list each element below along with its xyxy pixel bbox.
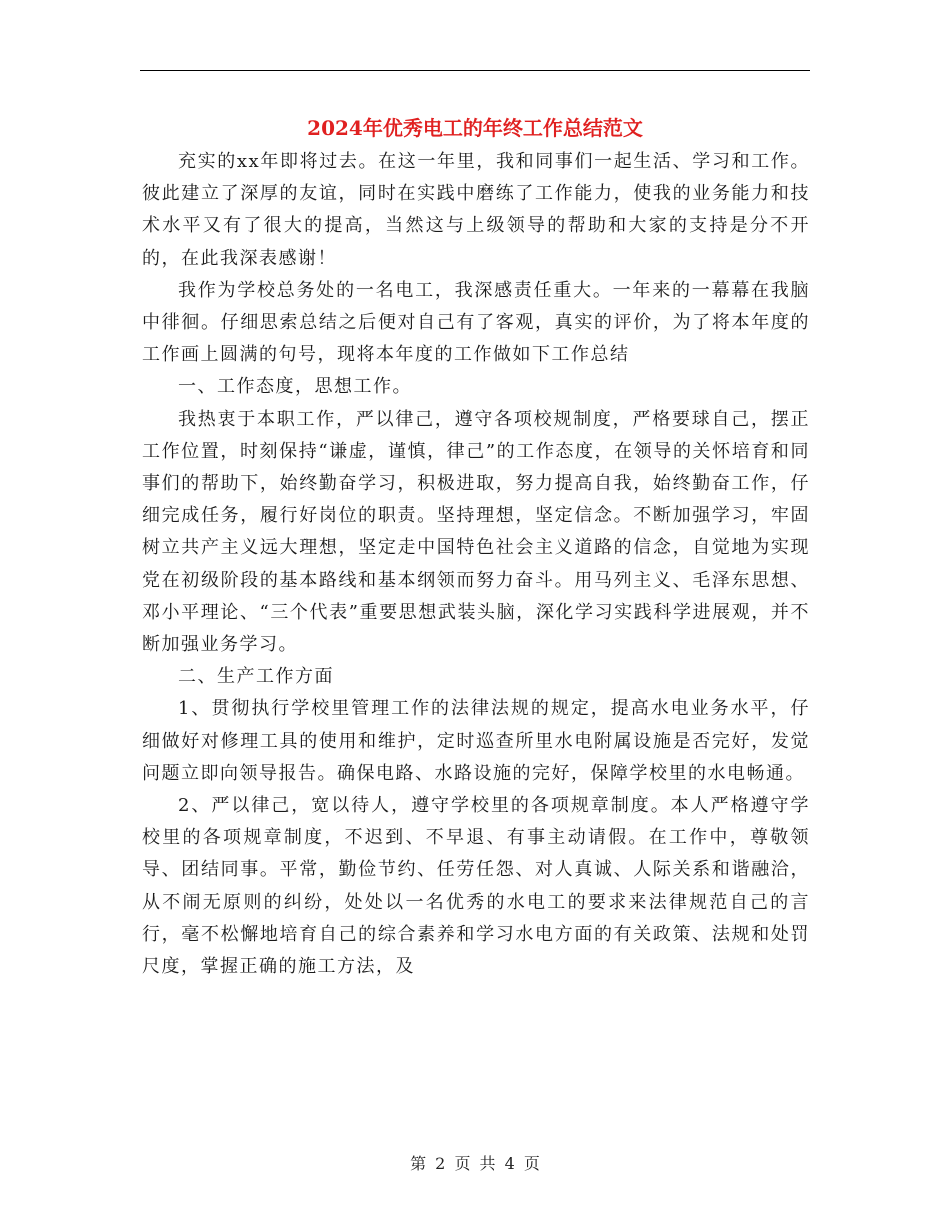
page-number: 第 2 页 共 4 页 [410,1154,540,1173]
section-heading-production: 二、生产工作方面 [178,666,334,688]
paragraph-role: 我作为学校总务处的一名电工，我深感责任重大。一年来的一幕幕在我脑中徘徊。仔细思索总结之后便对自己有了客观，真实的评价，为了将本年度的工作画上圆满的句号，现将本年度的工作做如下工作总结 [142,279,810,366]
section-heading-attitude: 一、工作态度，思想工作。 [178,376,412,398]
paragraph-intro: 充实的xx年即将过去。在这一年里，我和同事们一起生活、学习和工作。彼此建立了深厚的友谊，同时在实践中磨练了工作能力，使我的业务能力和技术水平又有了很大的提高，当然这与上级领导的帮助和大家的支持是分不开的，在此我深表感谢！ [142,151,810,269]
paragraph-attitude: 我热衷于本职工作，严以律己，遵守各项校规制度，严格要球自己，摆正工作位置，时刻保持“谦虚，谨慎，律己”的工作态度，在领导的关怀培育和同事们的帮助下，始终勤奋学习，积极进取，努力提高自我，始终勤奋工作，仔细完成任务，履行好岗位的职责。坚持理想，坚定信念。不断加强学习，牢固树立共产主义远大理想，坚定走中国特色社会主义道路的信念，自觉地为实现党在初级阶段的基本路线和基本纲领而努力奋斗。用马列主义、毛泽东思想、邓小平理论、“三个代表”重要思想武装头脑，深化学习实践科学进展观，并不断加强业务学习。 [142,408,810,656]
header-rule [140,70,810,71]
document-body [142,146,810,983]
paragraph-production-1: 1、贯彻执行学校里管理工作的法律法规的规定，提高水电业务水平，仔细做好对修理工具的使用和维护，定时巡查所里水电附属设施是否完好，发觉问题立即向领导报告。确保电路、水路设施的完好，保障学校里的水电畅通。 [142,698,810,784]
document-title: 2024年优秀电工的年终工作总结范文 [307,116,643,140]
paragraph-production-2: 2、严以律己，宽以待人，遵守学校里的各项规章制度。本人严格遵守学校里的各项规章制度，不迟到、不早退、有事主动请假。在工作中，尊敬领导、团结同事。平常，勤俭节约、任劳任怨、对人真诚、人际关系和谐融洽，从不闹无原则的纠纷，处处以一名优秀的水电工的要求来法律规范自己的言行，毫不松懈地培育自己的综合素养和学习水电方面的有关政策、法规和处罚尺度，掌握正确的施工方法，及 [142,795,810,978]
